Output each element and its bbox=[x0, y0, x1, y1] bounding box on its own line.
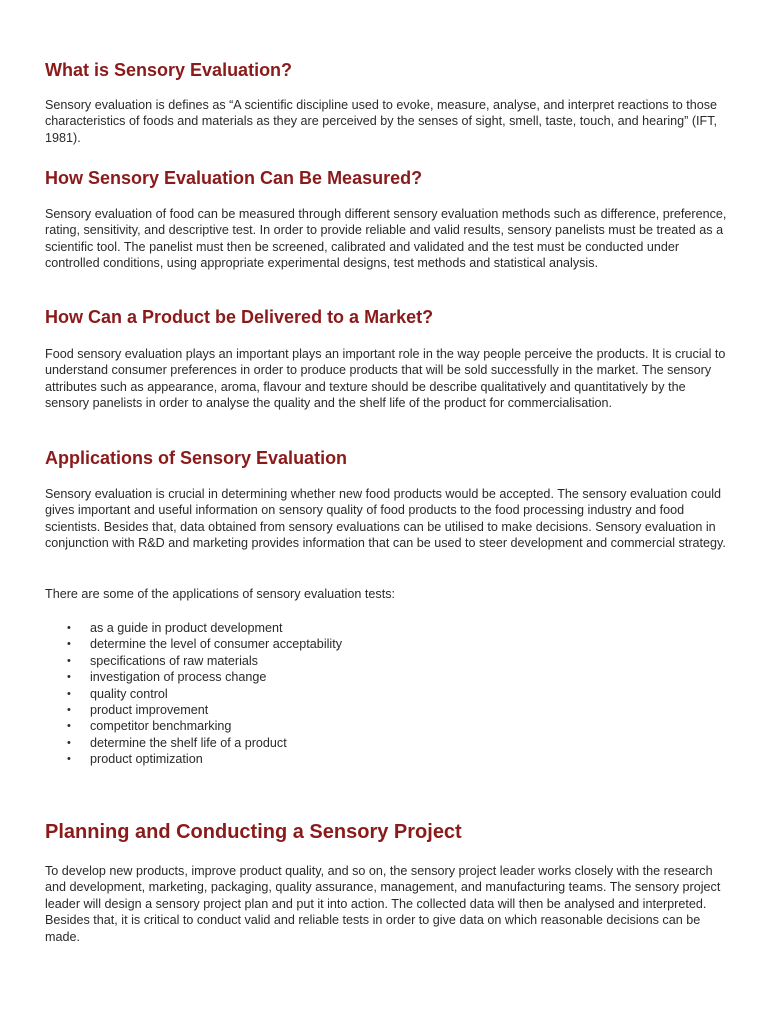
heading-planning: Planning and Conducting a Sensory Project bbox=[45, 821, 462, 843]
bullet-icon: • bbox=[67, 704, 71, 717]
paragraph-definition: Sensory evaluation is defines as “A scientific discipline used to evoke, measure, analyse, and interpret reactions to those characteristics of foods and materials as they are perceived by the senses of sight, smell, taste, touch, and hearing” (IFT, 1981). bbox=[45, 98, 718, 145]
paragraph-measurement: Sensory evaluation of food can be measured through different sensory evaluation methods such as difference, preference, rating, sensitivity, and descriptive test. In order to provide reliable and valid results, sensory panelists must be treated as a scientific tool. The panelist must then be screened, calibrated and validated and the test must be conducted under controlled conditions, using appropriate experimental designs, test methods and statistical analysis. bbox=[45, 207, 727, 271]
paragraph-market: Food sensory evaluation plays an important plays an important role in the way people perceive the products. It is crucial to understand consumer preferences in order to produce products that will be sold successfully in the market. The sensory attributes such as appearance, aroma, flavour and texture should be describe qualitatively and quantitatively by the sensory panelists in order to analyse the quality and the shelf life of the product for commercialisation. bbox=[45, 347, 726, 411]
bullet-icon: • bbox=[67, 638, 71, 651]
applications-list bbox=[45, 620, 342, 768]
bullet-icon: • bbox=[67, 671, 71, 684]
heading-applications: Applications of Sensory Evaluation bbox=[45, 448, 348, 468]
list-item: • product optimization bbox=[67, 752, 203, 767]
paragraph-applications: Sensory evaluation is crucial in determining whether new food products would be accepted. The sensory evaluation could gives important and useful information on sensory quality of food products to the food processing industry and food scientists. Besides that, data obtained from sensory evaluations can be utilised to make decisions. Sensory evaluation in conjunction with R&D and marketing provides information that can be used to steer development and commercial strategy. bbox=[45, 487, 726, 551]
list-item: • product improvement bbox=[67, 703, 209, 718]
list-item: • determine the level of consumer acceptability bbox=[67, 637, 343, 652]
bullet-icon: • bbox=[67, 654, 71, 667]
bullet-icon: • bbox=[67, 720, 71, 733]
list-item: • quality control bbox=[67, 686, 168, 701]
heading-how-measured: How Sensory Evaluation Can Be Measured? bbox=[45, 168, 423, 188]
bullet-icon: • bbox=[67, 687, 71, 700]
bullet-icon: • bbox=[67, 736, 71, 749]
bullet-icon: • bbox=[67, 753, 71, 766]
list-item: • determine the shelf life of a product bbox=[67, 735, 287, 750]
heading-what-is-sensory-evaluation: What is Sensory Evaluation? bbox=[45, 60, 293, 80]
list-item: • competitor benchmarking bbox=[67, 719, 232, 734]
bullet-icon: • bbox=[67, 622, 71, 634]
list-item: • specifications of raw materials bbox=[67, 653, 258, 668]
list-intro: There are some of the applications of sensory evaluation tests: bbox=[45, 587, 396, 601]
paragraph-planning: To develop new products, improve product quality, and so on, the sensory project leader works closely with the research and development, marketing, packaging, quality assurance, management, and manufacturing teams. The sensory project leader will design a sensory project plan and put it into action. The collected data will then be analysed and interpreted. Besides that, it is critical to conduct valid and reliable tests in order to give data on which reasonable decisions can be made. bbox=[45, 864, 721, 944]
list-item: • as a guide in product development bbox=[67, 621, 283, 635]
heading-product-to-market: How Can a Product be Delivered to a Market? bbox=[45, 307, 434, 327]
list-item: • investigation of process change bbox=[67, 670, 267, 685]
